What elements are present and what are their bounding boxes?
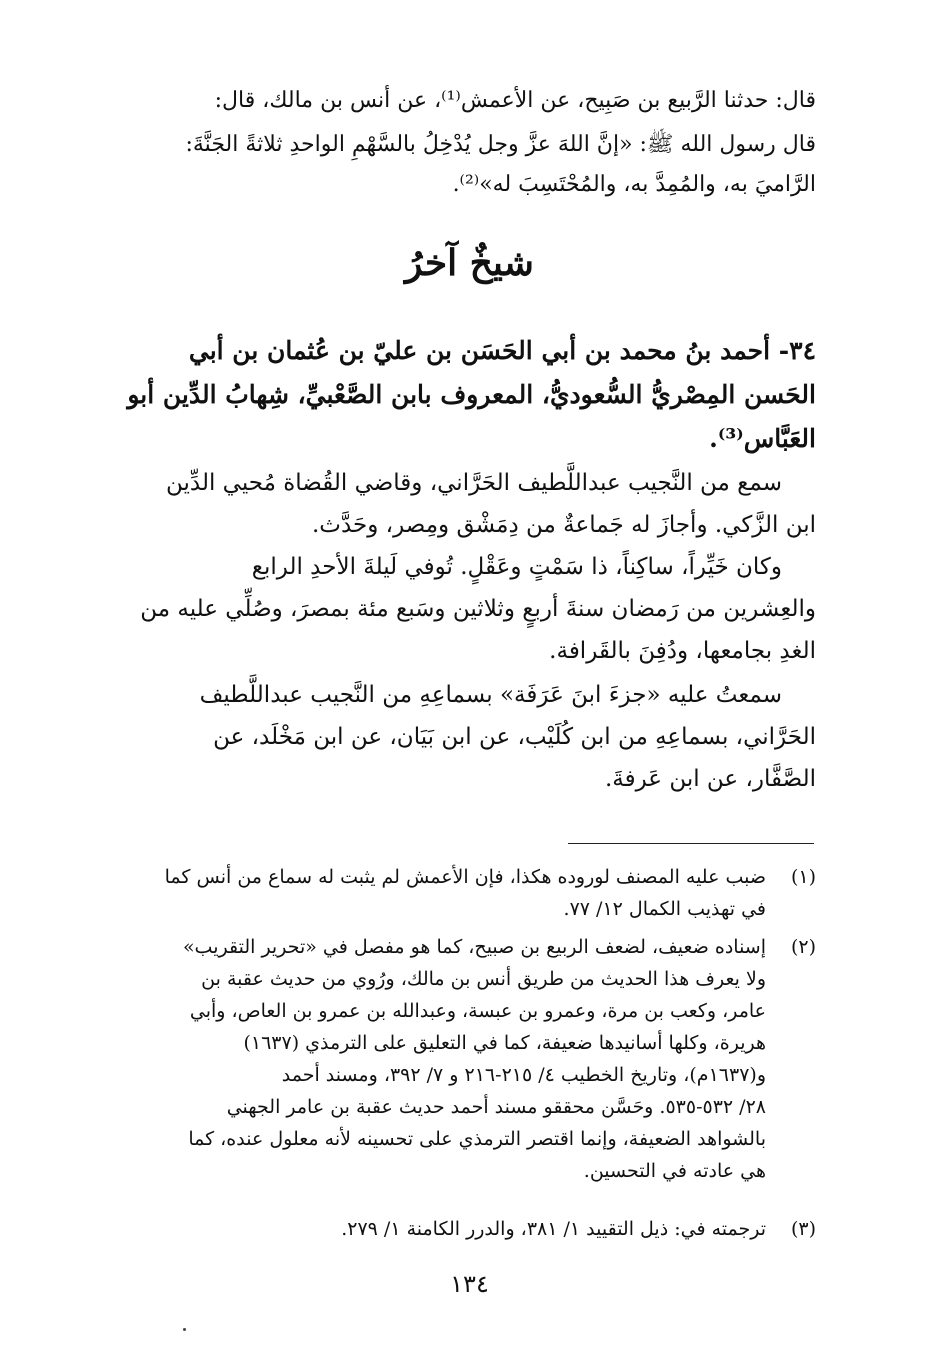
text-line: الحَرَّاني، بسماعِهِ من ابن كُلَيْب، عن ابن بَيَان، عن ابن مَخْلَد، عن: [213, 724, 816, 750]
footnote-line: عامر، وكعب بن مرة، وعمرو بن عبسة، وعبدالله بن عمرو بن العاص، وأبي: [189, 1000, 766, 1022]
footnote-line: ٢٨/ ٥٣٢-٥٣٥. وحَسَّن محققو مسند أحمد حديث عقبة بن عامر الجهني: [226, 1096, 766, 1118]
footnote-number: (٢): [790, 936, 816, 958]
section-title: شيخٌ آخرُ: [405, 242, 534, 284]
text-line: الرَّاميَ به، والمُمِدَّ به، والمُحْتَسِبَ له»⁽²⁾.: [452, 172, 816, 197]
entry-line: العَبَّاس⁽³⁾.: [709, 424, 816, 453]
footnote-number: (١): [790, 866, 816, 888]
text-line: الغدِ بجامعها، ودُفِنَ بالقَرافة.: [549, 638, 816, 664]
text-line: الصَّفَّار، عن ابن عَرفةَ.: [604, 766, 816, 792]
footnote-line: هي عادته في التحسين.: [583, 1160, 766, 1182]
entry-line: ٣٤- أحمد بنُ محمد بن أبي الحَسَن بن عليّ بن عُثمان بن أبي: [188, 336, 816, 365]
entry-line: الحَسن المِصْريُّ السُّعوديُّ، المعروف بابن الصَّعْبيِّ، شِهابُ الدِّين أبو: [127, 380, 816, 409]
text-line: قال: حدثنا الرَّبيع بن صَبِيح، عن الأعمش⁽¹⁾، عن أنس بن مالك، قال:: [214, 88, 816, 113]
text-line: وكان خَيِّراً، ساكِناً، ذا سَمْتٍ وعَقْلٍ. تُوفي لَيلةَ الأحدِ الرابع: [251, 554, 782, 580]
text-line: سمع من النَّجيب عبداللَّطيف الحَرَّاني، وقاضي القُضاة مُحيي الدِّين: [165, 470, 782, 496]
footnote-line: ترجمته في: ذيل التقييد ١/ ٣٨١، والدرر الكامنة ١/ ٢٧٩.: [341, 1218, 766, 1240]
footnote-separator: [568, 843, 814, 844]
footnote-number: (٣): [790, 1218, 816, 1240]
text-line: ابن الزَّكي. وأجازَ له جَماعةٌ من دِمَشْق ومِصر، وحَدَّث.: [312, 512, 816, 538]
scan-speck: [183, 1328, 186, 1331]
footnote-line: بالشواهد الضعيفة، وإنما اقتصر الترمذي على تحسينه لأنه معلول عنده، كما: [188, 1128, 766, 1150]
footnote-line: ولا يعرف هذا الحديث من طريق أنس بن مالك، ورُوي من حديث عقبة بن: [201, 968, 766, 990]
text-line: سمعتُ عليه «جزءَ ابنَ عَرَفَة» بسماعِهِ من النَّجيب عبداللَّطيف: [199, 682, 782, 708]
footnote-line: في تهذيب الكمال ١٢/ ٧٧.: [563, 898, 766, 920]
text-line: قال رسول الله ﷺ: «إنَّ اللهَ عزَّ وجل يُدْخِلُ بالسَّهْمِ الواحدِ ثلاثةً الجَنَّةَ:: [185, 132, 816, 157]
page-number: ١٣٤: [450, 1270, 489, 1298]
footnote-line: ضبب عليه المصنف لوروده هكذا، فإن الأعمش لم يثبت له سماع من أنس كما: [164, 866, 766, 888]
footnote-line: هريرة، وكلها أسانيدها ضعيفة، كما في التعليق على الترمذي (١٦٣٧): [243, 1032, 766, 1054]
footnote-line: و(١٦٣٧م)، وتاريخ الخطيب ٤/ ٢١٥-٢١٦ و ٧/ ٣٩٢، ومسند أحمد: [281, 1064, 766, 1086]
text-line: والعِشرين من رَمضان سنةَ أربعٍ وثلاثين وسَبع مئة بمصرَ، وصُلِّي عليه من: [140, 596, 816, 622]
footnote-line: إسناده ضعيف، لضعف الربيع بن صبيح، كما هو مفصل في «تحرير التقريب»: [182, 936, 766, 958]
